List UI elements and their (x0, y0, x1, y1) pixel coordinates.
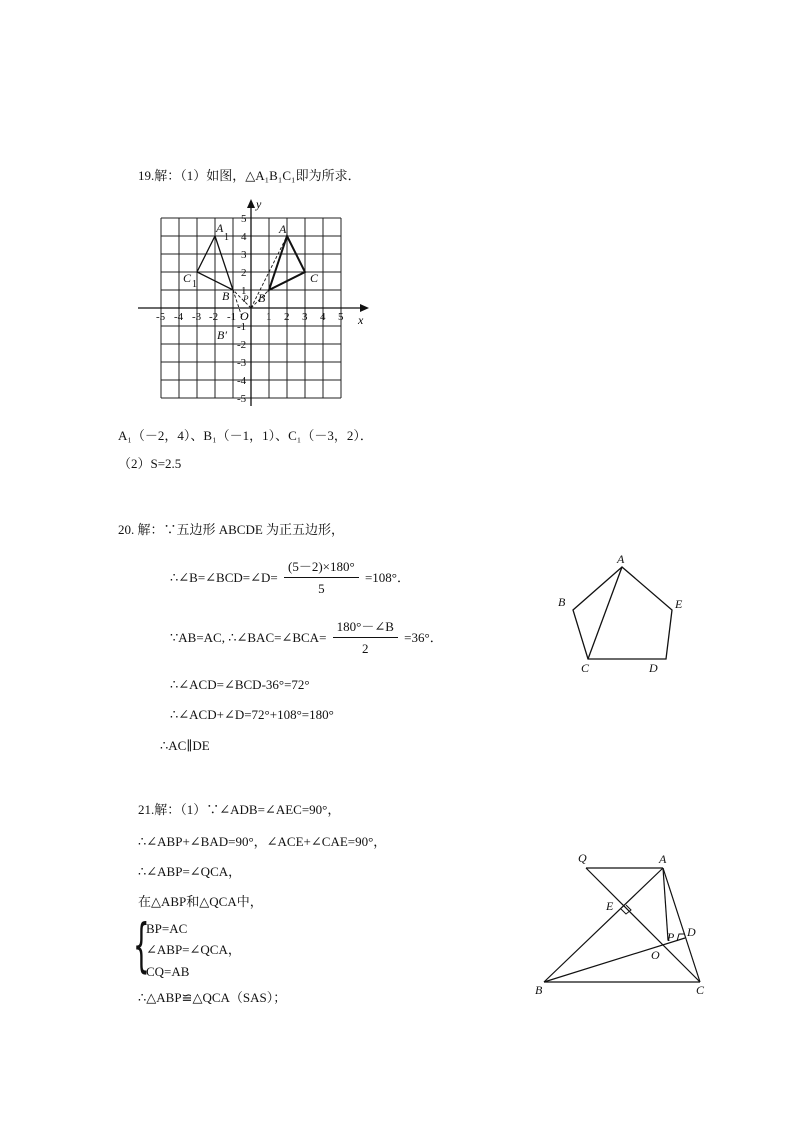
q20-step1-prefix: ∴∠B=∠BCD=∠D= (170, 570, 278, 585)
pentagon-label-c: C (581, 661, 590, 675)
q21-line4: 在△ABP和△QCA中， (138, 894, 263, 909)
svg-text:-3: -3 (237, 357, 247, 369)
label-a: A (279, 222, 287, 236)
axes (138, 202, 364, 406)
label-a1: A (216, 221, 224, 235)
q21-case1: BP=AC (146, 921, 188, 936)
q21-case3: CQ=AB (146, 964, 190, 979)
case-brace-icon: { (133, 911, 150, 979)
q20-pentagon-figure (553, 550, 693, 680)
q20-step2-denominator: 2 (362, 641, 369, 656)
q21-line5: ∴△ABP≌△QCA（SAS）； (138, 990, 287, 1005)
x-axis-arrow-icon (360, 304, 369, 312)
fig21-label-o: O (651, 948, 660, 962)
q21-case2: ∠ABP=∠QCA， (146, 942, 241, 957)
q21-line3: ∴∠ABP=∠QCA， (138, 864, 242, 879)
svg-text:5: 5 (338, 311, 344, 323)
fig21-label-b: B (535, 983, 543, 997)
q20-intro: 20. 解：∵五边形 ABCDE 为正五边形， (118, 522, 345, 537)
svg-text:-5: -5 (237, 393, 247, 405)
y-axis-arrow-icon (247, 199, 255, 208)
q20-step2-numerator: 180°－∠B (333, 618, 398, 638)
label-c1: C (183, 271, 192, 285)
origin-label: O (240, 309, 249, 323)
x-axis-label: x (358, 313, 364, 327)
pentagon-label-a: A (617, 552, 625, 566)
q20-step1-result: =108°． (364, 570, 410, 585)
fig21-label-a: A (659, 852, 667, 866)
q21-line2: ∴∠ABP+∠BAD=90°，∠ACE+∠CAE=90°， (138, 834, 387, 849)
y-axis-label: y (256, 197, 262, 211)
label-c: C (310, 271, 319, 285)
svg-text:-2: -2 (209, 311, 219, 323)
svg-text:-2: -2 (237, 339, 247, 351)
q19-coordinates: A₁（－2，4）、B₁（－1，1）、C₁（－3，2）． (118, 428, 373, 443)
q21-line1: 21.解：（1）∵∠ADB=∠AEC=90°， (138, 802, 341, 817)
diagonal-ac (588, 567, 622, 659)
svg-text:-5: -5 (156, 311, 166, 323)
label-b-prime: B′ (217, 328, 227, 342)
q20-step2-fraction (333, 618, 398, 658)
q20-step2-prefix: ∵AB=AC, ∴∠BAC=∠BCA= (170, 630, 327, 645)
svg-text:-4: -4 (174, 311, 184, 323)
q20-step1-numerator: (5－2)×180° (284, 558, 359, 578)
svg-text:2: 2 (241, 267, 247, 279)
q21-triangle-figure (530, 848, 720, 998)
svg-text:-1: -1 (227, 311, 237, 323)
q19-coordinate-graph (132, 196, 392, 411)
fig21-label-d: D (687, 925, 696, 939)
svg-text:-3: -3 (192, 311, 202, 323)
svg-text:3: 3 (241, 249, 247, 261)
svg-text:-4: -4 (237, 375, 247, 387)
q20-step1-denominator: 5 (318, 581, 325, 596)
svg-text:2: 2 (284, 311, 290, 323)
fig21-label-p: P (667, 930, 675, 944)
q20-step1-fraction (284, 558, 359, 598)
fig21-label-q: Q (578, 851, 587, 865)
q20-step5: ∴AC∥DE (160, 738, 210, 753)
label-b: B (258, 291, 266, 305)
q20-step3: ∴∠ACD=∠BCD-36°=72° (170, 677, 310, 692)
q20-step1 (170, 558, 410, 598)
pentagon-label-d: D (649, 661, 658, 675)
q20-step2 (170, 618, 443, 658)
svg-text:-1: -1 (237, 321, 247, 333)
label-b1: B (222, 289, 230, 303)
label-p: P (243, 294, 249, 304)
svg-text:4: 4 (320, 311, 326, 323)
q19-title: 19.解：（1）如图，△A₁B₁C₁即为所求． (138, 168, 361, 183)
label-c1-sub: 1 (192, 279, 197, 290)
q20-step2-result: =36°． (404, 630, 443, 645)
svg-text:5: 5 (241, 213, 247, 225)
svg-text:3: 3 (302, 311, 308, 323)
segment-bd (544, 938, 685, 982)
q19-part2: （2）S=2.5 (118, 456, 182, 471)
fig21-label-c: C (696, 983, 705, 997)
svg-text:1: 1 (241, 285, 247, 297)
x-tick-labels (156, 311, 344, 323)
pentagon-abcde (573, 567, 672, 659)
label-a1-sub: 1 (224, 232, 229, 243)
fig21-label-e: E (606, 899, 614, 913)
svg-text:1: 1 (266, 311, 272, 323)
q20-step4: ∴∠ACD+∠D=72°+108°=180° (170, 707, 334, 722)
pentagon-label-b: B (558, 595, 566, 609)
pentagon-label-e: E (675, 597, 683, 611)
svg-text:4: 4 (241, 231, 247, 243)
